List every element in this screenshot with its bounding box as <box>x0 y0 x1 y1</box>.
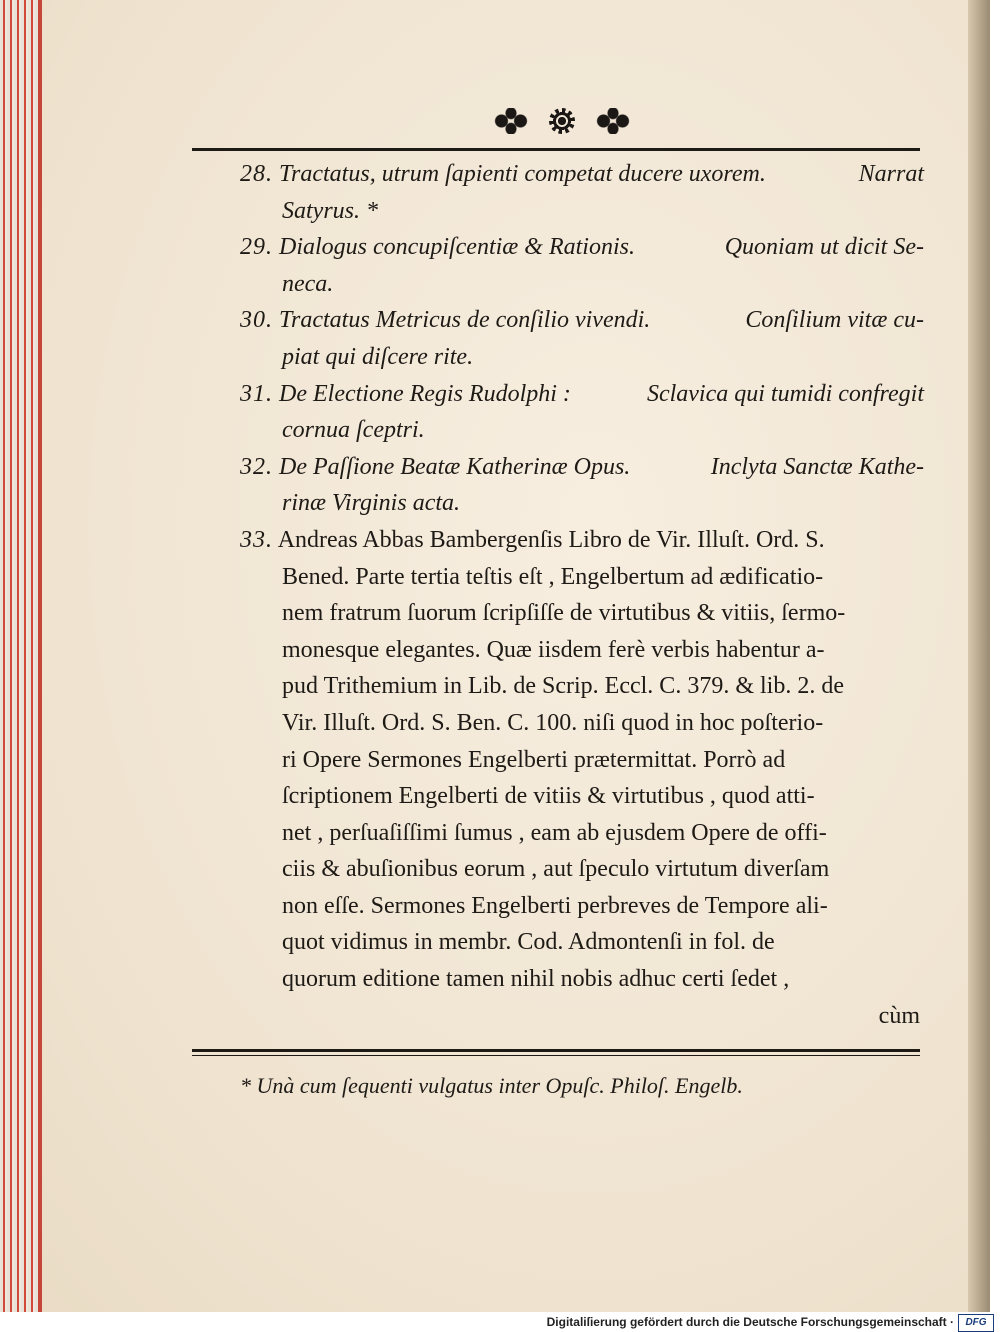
entry-number: 33. <box>240 526 273 553</box>
entry-number: 29. <box>240 234 273 261</box>
funding-credit: Digitaliſierung gefördert durch die Deutsche Forschungsgemeinschaft · <box>546 1315 954 1329</box>
footnote: * Unà cum ſequenti vulgatus inter Opuſc. Philoſ. Engelb. <box>240 1073 743 1098</box>
entry-incipit: Sclavica qui tumidi confregit <box>646 380 924 407</box>
entry-incipit: Inclyta Sanctæ Kathe- <box>710 453 924 480</box>
entry-33-line <box>240 632 924 669</box>
entry-33-line <box>240 742 924 779</box>
entry-33-text: Andreas Abbas Bambergenſis Libro de Vir. Illuſt. Ord. S. <box>277 526 825 553</box>
entry-33-line <box>240 924 924 961</box>
entry-31-line-1 <box>240 376 924 413</box>
entry-continuation: rinæ Virginis acta. <box>282 490 461 517</box>
catchword <box>240 998 924 1035</box>
entry-33-line <box>240 705 924 742</box>
entry-title: De Paſſione Beatæ Katherinæ Opus. <box>279 453 631 480</box>
page-edge-stack <box>0 0 38 1312</box>
entry-title: Tractatus Metricus de conſilio vivendi. <box>279 307 651 334</box>
catchword-text: cùm <box>878 1002 920 1029</box>
entry-number: 31. <box>240 380 273 407</box>
entry-33-text: ciis & abuſionibus eorum , aut ſpeculo virtutum diverſam <box>282 856 830 883</box>
entry-title: Dialogus concupiſcentiæ & Rationis. <box>279 234 635 261</box>
gutter-shadow <box>968 0 990 1312</box>
entry-28-line-1 <box>240 156 924 193</box>
entry-number: 28. <box>240 161 273 187</box>
entry-33-line <box>240 559 924 596</box>
entry-title: Tractatus, utrum ſapienti competat ducere uxorem. <box>279 161 766 187</box>
entry-incipit: Narrat <box>858 161 924 187</box>
entry-33-text: net , perſuaſiſſimi ſumus , eam ab ejusdem Opere de offi- <box>282 819 827 846</box>
entry-33-line <box>240 595 924 632</box>
entry-33-line <box>240 851 924 888</box>
entry-32-line-2 <box>240 485 924 522</box>
header-rule <box>192 148 920 151</box>
entry-32-line-1 <box>240 449 924 486</box>
fleuron-left-icon <box>492 108 530 134</box>
entry-number: 32. <box>240 453 273 480</box>
footnote-rule <box>192 1049 920 1052</box>
digitization-footer <box>0 1312 1000 1332</box>
entry-title: De Electione Regis Rudolphi : <box>279 380 571 407</box>
entry-33-line <box>240 961 924 998</box>
entry-33-line-1 <box>240 522 924 559</box>
entry-33-line <box>240 668 924 705</box>
fleuron-right-icon <box>594 108 632 134</box>
entry-29-line-2 <box>240 266 924 303</box>
entry-33-line <box>240 815 924 852</box>
entry-33-line <box>240 778 924 815</box>
entry-33-text: pud Trithemium in Lib. de Scrip. Eccl. C. 379. & lib. 2. de <box>282 673 844 700</box>
main-text <box>240 156 924 1034</box>
fleuron-center-icon <box>549 108 575 134</box>
entry-33-text: ſcriptionem Engelberti de vitiis & virtutibus , quod atti- <box>282 783 815 810</box>
entry-33-text: nem fratrum ſuorum ſcripſiſſe de virtutibus & vitiis, ſermo- <box>282 600 846 627</box>
entry-continuation: cornua ſceptri. <box>282 417 425 444</box>
entry-incipit: Quoniam ut dicit Se- <box>724 234 924 261</box>
entry-29-line-1 <box>240 229 924 266</box>
ornament-fleuron-icon <box>492 104 632 138</box>
entry-33-line <box>240 888 924 925</box>
entry-33-text: quot vidimus in membr. Cod. Admontenſi in fol. de <box>282 929 775 956</box>
entry-31-line-2 <box>240 412 924 449</box>
entry-continuation: piat qui diſcere rite. <box>282 343 474 370</box>
entry-30-line-1 <box>240 302 924 339</box>
dfg-logo-icon[interactable]: DFG <box>958 1314 994 1332</box>
entry-33-text: Bened. Parte tertia teſtis eſt , Engelbertum ad ædificatio- <box>282 563 824 590</box>
entry-33-text: non eſſe. Sermones Engelberti perbreves de Tempore ali- <box>282 892 828 919</box>
entry-incipit: Conſilium vitæ cu- <box>745 307 924 334</box>
entry-28-line-2 <box>240 193 924 230</box>
entry-33-text: Vir. Illuſt. Ord. S. Ben. C. 100. niſi quod in hoc poſterio- <box>282 709 824 736</box>
entry-33-text: monesque elegantes. Quæ iisdem ferè verbis habentur a- <box>282 636 825 663</box>
footnote-rule-thin <box>192 1055 920 1056</box>
entry-continuation: neca. <box>282 270 334 297</box>
entry-30-line-2 <box>240 339 924 376</box>
entry-33-text: quorum editione tamen nihil nobis adhuc certi ſedet , <box>282 966 790 993</box>
entry-33-text: ri Opere Sermones Engelberti prætermittat. Porrò ad <box>282 746 786 773</box>
entry-continuation: Satyrus. * <box>282 197 378 224</box>
entry-number: 30. <box>240 307 273 334</box>
